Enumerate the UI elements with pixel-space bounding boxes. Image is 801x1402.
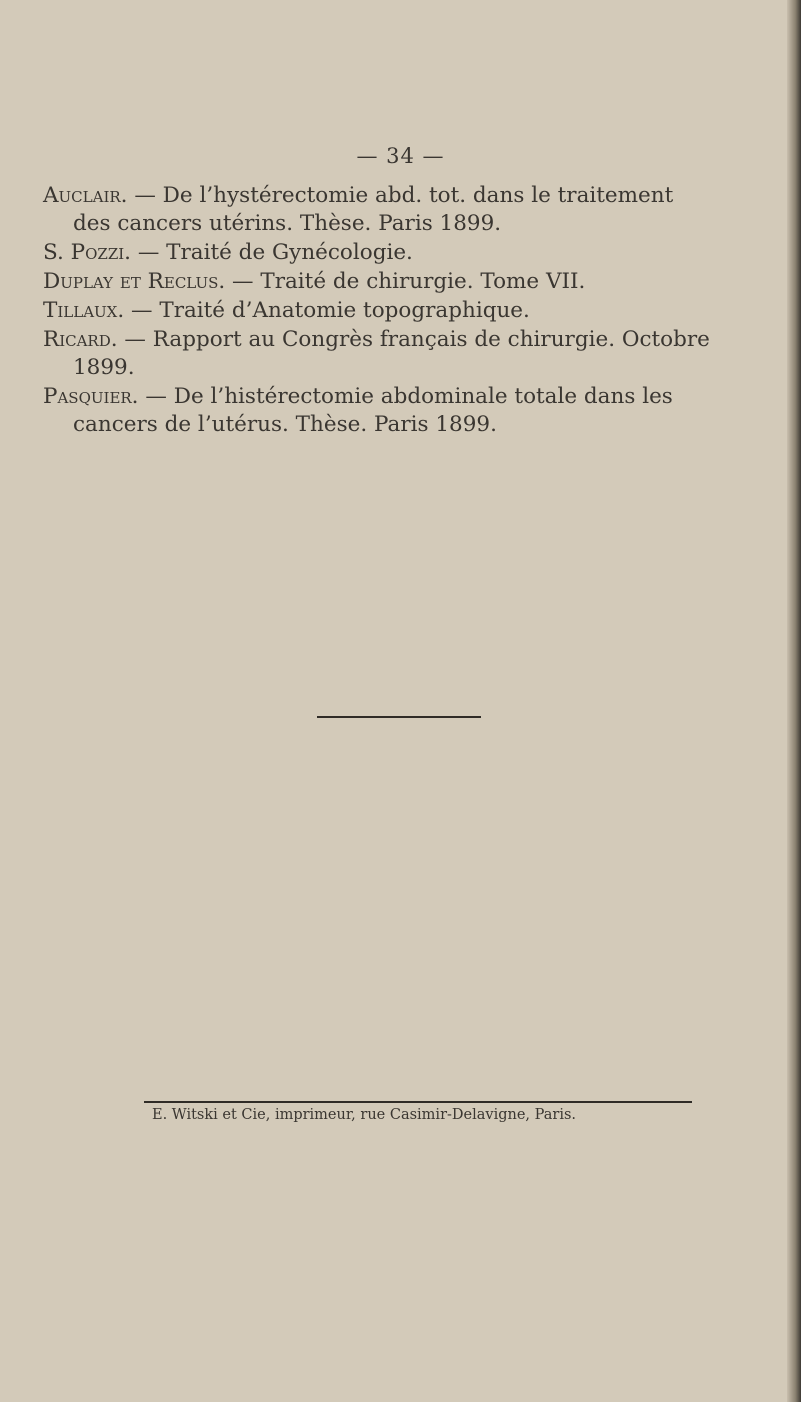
bibliography-entry <box>43 268 711 296</box>
page-number: — 34 — <box>356 144 445 168</box>
footer-divider <box>144 1101 692 1103</box>
bibliography-entry <box>43 326 711 382</box>
printer-imprint: E. Witski et Cie, imprimeur, rue Casimir-Delavigne, Paris. <box>152 1107 577 1123</box>
entry-author: Duplay et Reclus. <box>43 269 226 294</box>
entry-author: Auclair. <box>43 183 128 208</box>
entry-text: — Traité de chirurgie. Tome VII. <box>225 269 586 294</box>
entry-author: S. Pozzi. <box>43 240 131 265</box>
entry-text: — De l’hystérectomie abd. tot. dans le traitement des cancers utérins. Thèse. Paris 1899. <box>73 183 674 236</box>
entry-author: Ricard. <box>43 327 118 352</box>
bibliography-entry <box>43 182 711 238</box>
entry-text: — De l’histérectomie abdominale totale dans les cancers de l’utérus. Thèse. Paris 1899. <box>73 384 673 437</box>
bibliography-entry <box>43 383 711 439</box>
bibliography-entry <box>43 239 711 267</box>
bibliography-list <box>43 182 711 440</box>
entry-text: — Traité d’Anatomie topographique. <box>124 298 530 323</box>
entry-text: — Traité de Gynécologie. <box>131 240 413 265</box>
page-binding-edge <box>787 0 801 1402</box>
bibliography-entry <box>43 297 711 325</box>
entry-text: — Rapport au Congrès français de chirurgie. Octobre 1899. <box>73 327 710 380</box>
section-divider <box>317 716 481 718</box>
entry-author: Tillaux. <box>43 298 125 323</box>
entry-author: Pasquier. <box>43 384 139 409</box>
